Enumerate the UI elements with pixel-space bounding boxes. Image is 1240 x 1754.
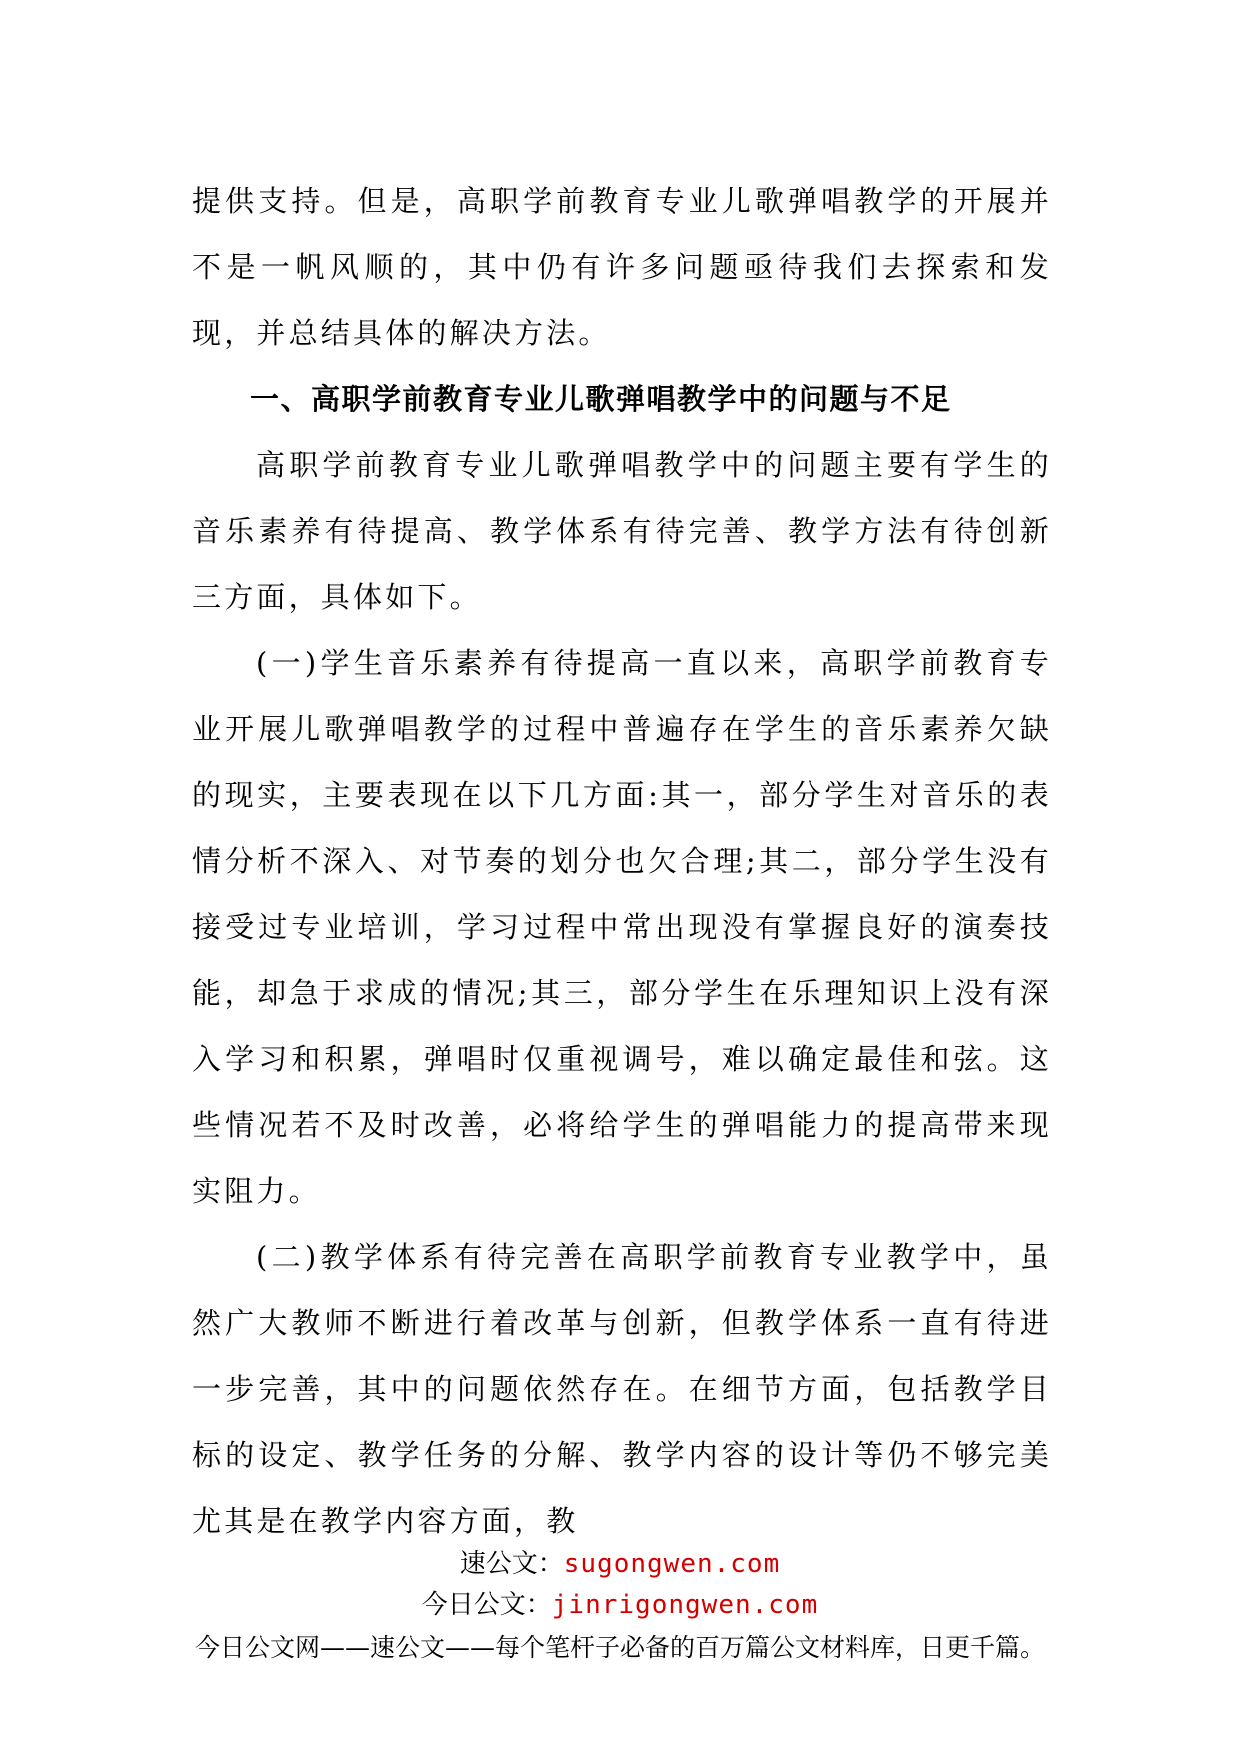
footer-label-jinrigongwen: 今日公文： (421, 1590, 552, 1620)
footer-slogan: 今日公文网——速公文——每个笔杆子必备的百万篇公文材料库，日更千篇。 (194, 1633, 1045, 1662)
footer-label-sugongwen: 速公文： (459, 1549, 564, 1579)
paragraph-continuation: 提供支持。但是，高职学前教育专业儿歌弹唱教学的开展并不是一帆风顺的，其中仍有许多问题亟待我们去探索和发现，并总结具体的解决方法。 (192, 184, 1052, 350)
footer-link-sugongwen[interactable]: sugongwen.com (563, 1549, 781, 1579)
paragraph-subsection-2: (二)教学体系有待完善在高职学前教育专业教学中，虽然广大教师不断进行着改革与创新，但教学体系一直有待进一步完善，其中的问题依然存在。在细节方面，包括教学目标的设定、教学任务的分解、教学内容的设计等仍不够完美尤其是在教学内容方面，教 (192, 1240, 1052, 1538)
paragraph-subsection-1: (一)学生音乐素养有待提高一直以来，高职学前教育专业开展儿歌弹唱教学的过程中普遍存在学生的音乐素养欠缺的现实，主要表现在以下几方面:其一，部分学生对音乐的表情分析不深入、对节奏的划分也欠合理;其二，部分学生没有接受过专业培训，学习过程中常出现没有掌握良好的演奏技能，却急于求成的情况;其三，部分学生在乐理知识上没有深入学习和积累，弹唱时仅重视调号，难以确定最佳和弦。这些情况若不及时改善，必将给学生的弹唱能力的提高带来现实阻力。 (192, 646, 1052, 1208)
footer-jinrigongwen (0, 1585, 1240, 1625)
section-heading: 一、高职学前教育专业儿歌弹唱教学中的问题与不足 (250, 382, 952, 416)
paragraph-intro: 高职学前教育专业儿歌弹唱教学中的问题主要有学生的音乐素养有待提高、教学体系有待完善、教学方法有待创新三方面，具体如下。 (192, 448, 1052, 614)
document-body (192, 168, 1052, 1554)
footer-link-jinrigongwen[interactable]: jinrigongwen.com (551, 1590, 819, 1620)
footer-sugongwen (0, 1544, 1240, 1584)
